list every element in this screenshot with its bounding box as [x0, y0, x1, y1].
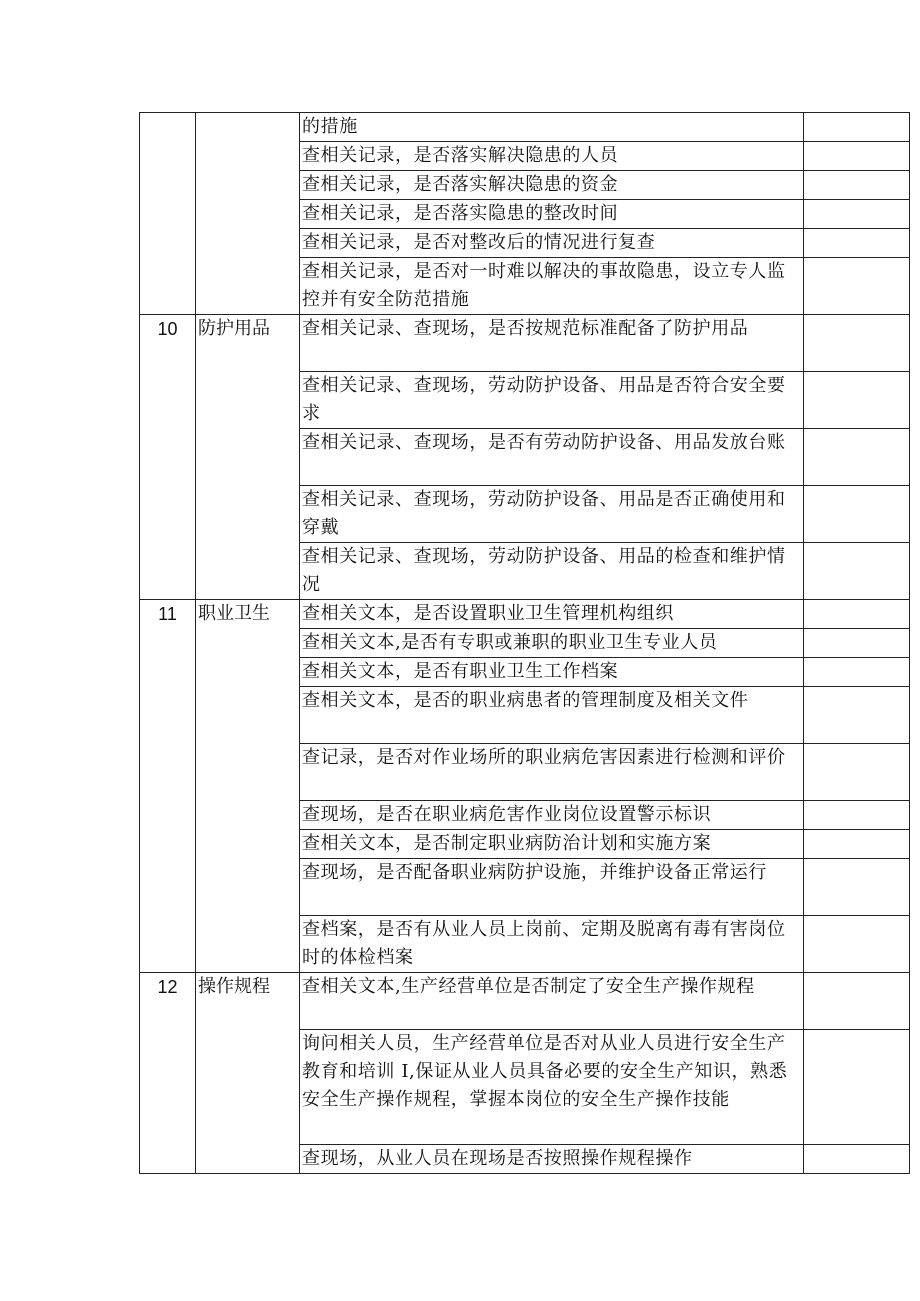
result-cell[interactable]	[804, 315, 910, 372]
result-cell[interactable]	[804, 200, 910, 229]
result-cell[interactable]	[804, 113, 910, 142]
result-cell[interactable]	[804, 372, 910, 429]
check-item: 查相关文本,是否有专职或兼职的职业卫生专业人员	[300, 629, 804, 658]
check-item: 查档案，是否有从业人员上岗前、定期及脱离有毒有害岗位时的体检档案	[300, 916, 804, 973]
item-number: 12	[140, 973, 196, 1174]
result-cell[interactable]	[804, 1030, 910, 1145]
result-cell[interactable]	[804, 629, 910, 658]
check-item: 查相关文本,生产经营单位是否制定了安全生产操作规程	[300, 973, 804, 1030]
result-cell[interactable]	[804, 142, 910, 171]
check-item: 查相关文本，是否有职业卫生工作档案	[300, 658, 804, 687]
check-item: 查相关记录，是否落实解决隐患的资金	[300, 171, 804, 200]
check-item: 查相关文本，是否制定职业病防治计划和实施方案	[300, 830, 804, 859]
check-item: 查相关记录、查现场，是否有劳动防护设备、用品发放台账	[300, 429, 804, 486]
inspection-checklist-table	[139, 112, 910, 1174]
result-cell[interactable]	[804, 973, 910, 1030]
category-label: 防护用品	[196, 315, 300, 600]
check-item: 查相关记录，是否落实解决隐患的人员	[300, 142, 804, 171]
result-cell[interactable]	[804, 658, 910, 687]
result-cell[interactable]	[804, 486, 910, 543]
check-item: 查现场，是否配备职业病防护设施，并维护设备正常运行	[300, 859, 804, 916]
result-cell[interactable]	[804, 1145, 910, 1174]
category-label: 职业卫生	[196, 600, 300, 973]
check-item: 询问相关人员，生产经营单位是否对从业人员进行安全生产教育和培训 I,保证从业人员具备必要的安全生产知识，熟悉安全生产操作规程，掌握本岗位的安全生产操作技能	[300, 1030, 804, 1145]
check-item: 查相关文本，是否的职业病患者的管理制度及相关文件	[300, 687, 804, 744]
check-item: 查相关记录、查现场，劳动防护设备、用品的检查和维护情况	[300, 543, 804, 600]
result-cell[interactable]	[804, 171, 910, 200]
result-cell[interactable]	[804, 830, 910, 859]
item-number	[140, 113, 196, 315]
check-item: 查相关记录，是否对一时难以解决的事故隐患，设立专人监控并有安全防范措施	[300, 258, 804, 315]
table-row	[140, 973, 910, 1030]
check-item: 查现场，从业人员在现场是否按照操作规程操作	[300, 1145, 804, 1174]
item-number: 11	[140, 600, 196, 973]
result-cell[interactable]	[804, 801, 910, 830]
category-label: 操作规程	[196, 973, 300, 1174]
result-cell[interactable]	[804, 916, 910, 973]
result-cell[interactable]	[804, 744, 910, 801]
result-cell[interactable]	[804, 859, 910, 916]
result-cell[interactable]	[804, 687, 910, 744]
check-item: 的措施	[300, 113, 804, 142]
check-item: 查相关文本，是否设置职业卫生管理机构组织	[300, 600, 804, 629]
table-body	[140, 113, 910, 1174]
table-row	[140, 113, 910, 142]
check-item: 查记录，是否对作业场所的职业病危害因素进行检测和评价	[300, 744, 804, 801]
check-item: 查现场，是否在职业病危害作业岗位设置警示标识	[300, 801, 804, 830]
table-row	[140, 315, 910, 372]
table-row	[140, 600, 910, 629]
check-item: 查相关记录，是否落实隐患的整改时间	[300, 200, 804, 229]
result-cell[interactable]	[804, 543, 910, 600]
category-label	[196, 113, 300, 315]
check-item: 查相关记录、查现场，劳动防护设备、用品是否正确使用和穿戴	[300, 486, 804, 543]
check-item: 查相关记录，是否对整改后的情况进行复查	[300, 229, 804, 258]
result-cell[interactable]	[804, 258, 910, 315]
check-item: 查相关记录、查现场，劳动防护设备、用品是否符合安全要求	[300, 372, 804, 429]
check-item: 查相关记录、查现场，是否按规范标准配备了防护用品	[300, 315, 804, 372]
result-cell[interactable]	[804, 600, 910, 629]
result-cell[interactable]	[804, 429, 910, 486]
item-number: 10	[140, 315, 196, 600]
result-cell[interactable]	[804, 229, 910, 258]
